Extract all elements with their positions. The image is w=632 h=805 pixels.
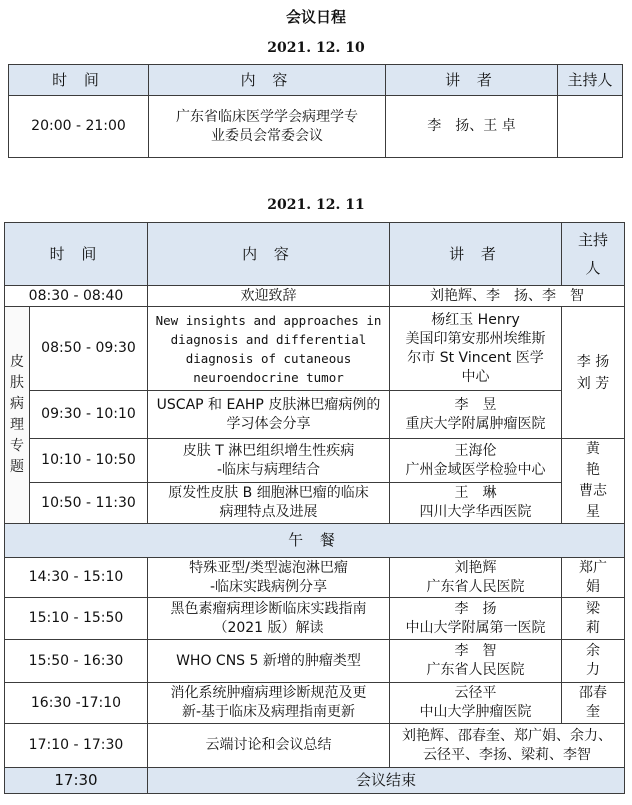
day1-date: 2021. 12. 10: [267, 40, 365, 56]
session-time: 15:50 - 16:30: [5, 640, 148, 683]
session-time: 10:50 - 11:30: [30, 483, 148, 524]
session-speaker: 王 琳 四川大学华西医院: [390, 483, 562, 524]
session-time: 08:50 - 09:30: [30, 307, 148, 391]
header-host: 主持 人: [562, 223, 625, 286]
page-title: 会议日程: [285, 8, 346, 26]
lunch-break: 午 餐: [5, 524, 625, 558]
end-content: 会议结束: [148, 768, 625, 794]
header-content: 内 容: [148, 223, 390, 286]
session-content: USCAP 和 EAHP 皮肤淋巴瘤病例的 学习体会分享: [148, 391, 390, 439]
session-speaker: 李 昱 重庆大学附属肿瘤医院: [390, 391, 562, 439]
session-content: WHO CNS 5 新增的肿瘤类型: [148, 640, 390, 683]
session-content: 广东省临床医学学会病理学专 业委员会常委会议: [149, 96, 386, 158]
header-speaker: 讲 者: [390, 223, 562, 286]
day2-date: 2021. 12. 11: [267, 197, 365, 213]
session-host: 郑广 娟: [562, 558, 625, 598]
day1-schedule-table: [8, 64, 623, 158]
session-content: 云端讨论和会议总结: [148, 724, 390, 768]
session-content: New insights and approaches in diagnosis and differential diagnosis of cutaneous neuroendocrine tumor: [148, 307, 390, 391]
skin-topic-label: 皮 肤 病 理 专 题: [5, 307, 30, 524]
day2-schedule-table: [4, 222, 625, 794]
session-speaker: 刘艳辉 广东省人民医院: [390, 558, 562, 598]
session-host: [558, 96, 623, 158]
session-time: 09:30 - 10:10: [30, 391, 148, 439]
session-speaker: 李 智 广东省人民医院: [390, 640, 562, 683]
session-host: 梁 莉: [562, 598, 625, 640]
session-content: 皮肤 T 淋巴组织增生性疾病 -临床与病理结合: [148, 439, 390, 483]
session-speaker: 云径平 中山大学肿瘤医院: [390, 683, 562, 724]
session-time: 16:30 -17:10: [5, 683, 148, 724]
header-content: 内 容: [149, 65, 386, 96]
session-time: 15:10 - 15:50: [5, 598, 148, 640]
session-time: 14:30 - 15:10: [5, 558, 148, 598]
session-speaker: 杨红玉 Henry 美国印第安那州埃维斯 尔市 St Vincent 医学 中心: [390, 307, 562, 391]
end-time: 17:30: [5, 768, 148, 794]
header-time: 时 间: [9, 65, 149, 96]
session-speaker: 刘艳辉、邵春奎、郑广娟、余力、 云径平、李扬、梁莉、李智: [390, 724, 625, 768]
session-time: 10:10 - 10:50: [30, 439, 148, 483]
header-host: 主持人: [558, 65, 623, 96]
welcome-time: 08:30 - 08:40: [5, 286, 148, 307]
session-content: 特殊亚型/类型滤泡淋巴瘤 -临床实践病例分享: [148, 558, 390, 598]
session-speaker: 李 扬、王 卓: [386, 96, 558, 158]
session-host: 黄 艳 曹志 星: [562, 439, 625, 524]
welcome-content: 欢迎致辞: [148, 286, 390, 307]
session-content: 黑色素瘤病理诊断临床实践指南 （2021 版）解读: [148, 598, 390, 640]
header-time: 时 间: [5, 223, 148, 286]
session-host: 邵春 奎: [562, 683, 625, 724]
session-speaker: 李 扬 中山大学附属第一医院: [390, 598, 562, 640]
session-time: 20:00 - 21:00: [9, 96, 149, 158]
session-speaker: 王海伦 广州金域医学检验中心: [390, 439, 562, 483]
session-host: 余 力: [562, 640, 625, 683]
session-host: 李 扬 刘 芳: [562, 307, 625, 439]
welcome-speaker: 刘艳辉、李 扬、李 智: [390, 286, 625, 307]
session-content: 消化系统肿瘤病理诊断规范及更 新-基于临床及病理指南更新: [148, 683, 390, 724]
header-speaker: 讲 者: [386, 65, 558, 96]
session-content: 原发性皮肤 B 细胞淋巴瘤的临床 病理特点及进展: [148, 483, 390, 524]
session-time: 17:10 - 17:30: [5, 724, 148, 768]
